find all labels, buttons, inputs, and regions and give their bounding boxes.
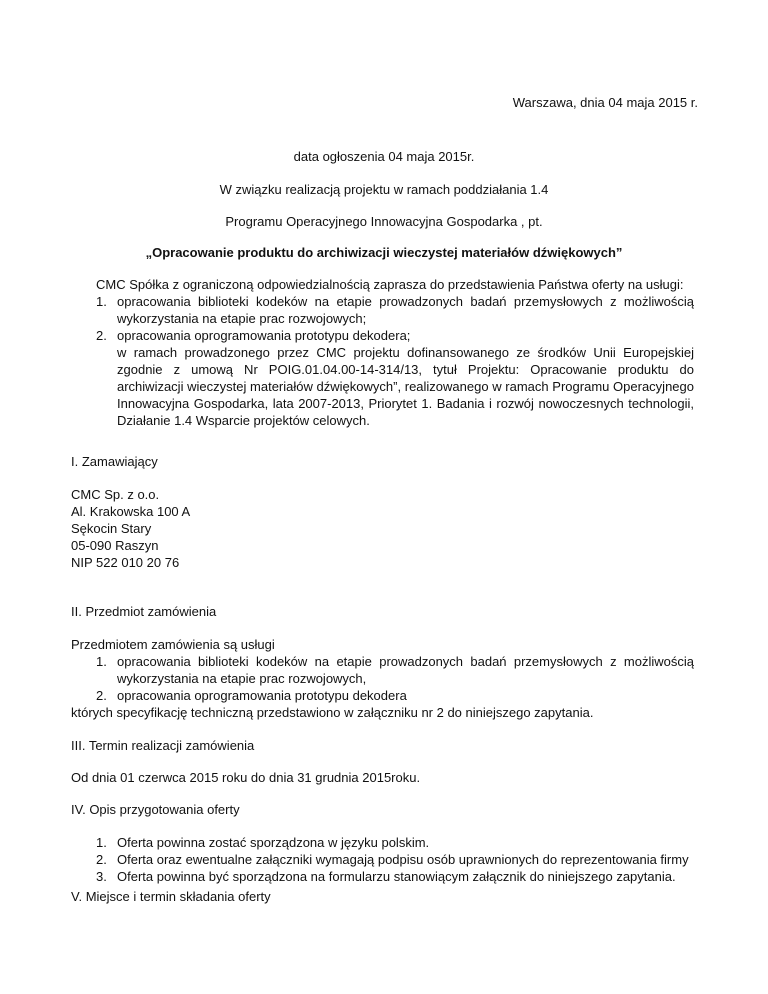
intro-list bbox=[96, 293, 694, 429]
list-line: opracowania oprogramowania prototypu dekodera; bbox=[117, 328, 411, 343]
list-number: 1. bbox=[96, 835, 107, 850]
subject-list bbox=[96, 653, 694, 704]
term-text: Od dnia 01 czerwca 2015 roku do dnia 31 grudnia 2015roku. bbox=[71, 770, 421, 785]
offer-list bbox=[96, 834, 716, 885]
list-line: wykorzystania na etapie prac rozwojowych, bbox=[117, 671, 367, 686]
section-heading-3: III. Termin realizacji zamówienia bbox=[71, 738, 255, 753]
list-number: 2. bbox=[96, 688, 107, 703]
intro-lead: CMC Spółka z ograniczoną odpowiedzialnością zaprasza do przedstawienia Państwa oferty na usługi: bbox=[96, 277, 684, 292]
program-line: Programu Operacyjnego Innowacyjna Gospodarka , pt. bbox=[225, 214, 543, 229]
list-item bbox=[96, 868, 716, 885]
address-line: NIP 522 010 20 76 bbox=[71, 555, 180, 570]
list-line: w ramach prowadzonego przez CMC projektu dofinansowanego ze środków Unii Europejskiej bbox=[117, 345, 694, 360]
list-line: Oferta oraz ewentualne załączniki wymagają podpisu osób uprawnionych do reprezentowania firmy bbox=[117, 852, 689, 867]
section-heading-4: IV. Opis przygotowania oferty bbox=[71, 802, 240, 817]
address-line: CMC Sp. z o.o. bbox=[71, 487, 160, 502]
section-heading-1: I. Zamawiający bbox=[71, 454, 158, 469]
list-line: Innowacyjna Gospodarka, lata 2007-2013, Priorytet 1. Badania i rozwój nowoczesnych technologii, bbox=[117, 396, 694, 411]
list-item bbox=[96, 687, 694, 704]
list-line: opracowania biblioteki kodeków na etapie prowadzonych badań przemysłowych z możliwością bbox=[117, 654, 694, 669]
announcement-date: data ogłoszenia 04 maja 2015r. bbox=[293, 149, 475, 164]
list-number: 2. bbox=[96, 328, 107, 343]
subject-tail: których specyfikację techniczną przedstawiono w załączniku nr 2 do niniejszego zapytania. bbox=[71, 705, 594, 720]
list-line: Oferta powinna zostać sporządzona w języku polskim. bbox=[117, 835, 430, 850]
list-number: 2. bbox=[96, 852, 107, 867]
list-line: wykorzystania na etapie prac rozwojowych; bbox=[117, 311, 367, 326]
address-line: Sękocin Stary bbox=[71, 521, 152, 536]
list-item bbox=[96, 851, 716, 868]
place-date: Warszawa, dnia 04 maja 2015 r. bbox=[512, 95, 698, 110]
list-line: opracowania oprogramowania prototypu dekodera bbox=[117, 688, 407, 703]
list-item bbox=[96, 327, 694, 429]
list-item bbox=[96, 834, 716, 851]
list-line: archiwizacji wieczystej materiałów dźwiękowych”, realizowanego w ramach Programu Operacyjnego bbox=[117, 379, 694, 394]
subject-lead: Przedmiotem zamówienia są usługi bbox=[71, 637, 275, 652]
address-block bbox=[71, 486, 190, 571]
project-title: „Opracowanie produktu do archiwizacji wieczystej materiałów dźwiękowych” bbox=[145, 245, 623, 260]
project-line: W związku realizacją projektu w ramach poddziałania 1.4 bbox=[219, 182, 549, 197]
list-number: 3. bbox=[96, 869, 107, 884]
list-item bbox=[96, 293, 694, 327]
section-heading-2: II. Przedmiot zamówienia bbox=[71, 604, 217, 619]
address-line: Al. Krakowska 100 A bbox=[71, 504, 191, 519]
list-line: opracowania biblioteki kodeków na etapie prowadzonych badań przemysłowych z możliwością bbox=[117, 294, 694, 309]
list-item bbox=[96, 653, 694, 687]
list-number: 1. bbox=[96, 654, 107, 669]
list-number: 1. bbox=[96, 294, 107, 309]
list-line: zgodnie z umową Nr POIG.01.04.00-14-314/13, tytuł Projektu: Opracowanie produktu do bbox=[117, 362, 694, 377]
list-line: Oferta powinna być sporządzona na formularzu stanowiącym załącznik do niniejszego zapytania. bbox=[117, 869, 676, 884]
list-line: Działanie 1.4 Wsparcie projektów celowych. bbox=[117, 413, 370, 428]
address-line: 05-090 Raszyn bbox=[71, 538, 159, 553]
section-heading-5: V. Miejsce i termin składania oferty bbox=[71, 889, 271, 904]
